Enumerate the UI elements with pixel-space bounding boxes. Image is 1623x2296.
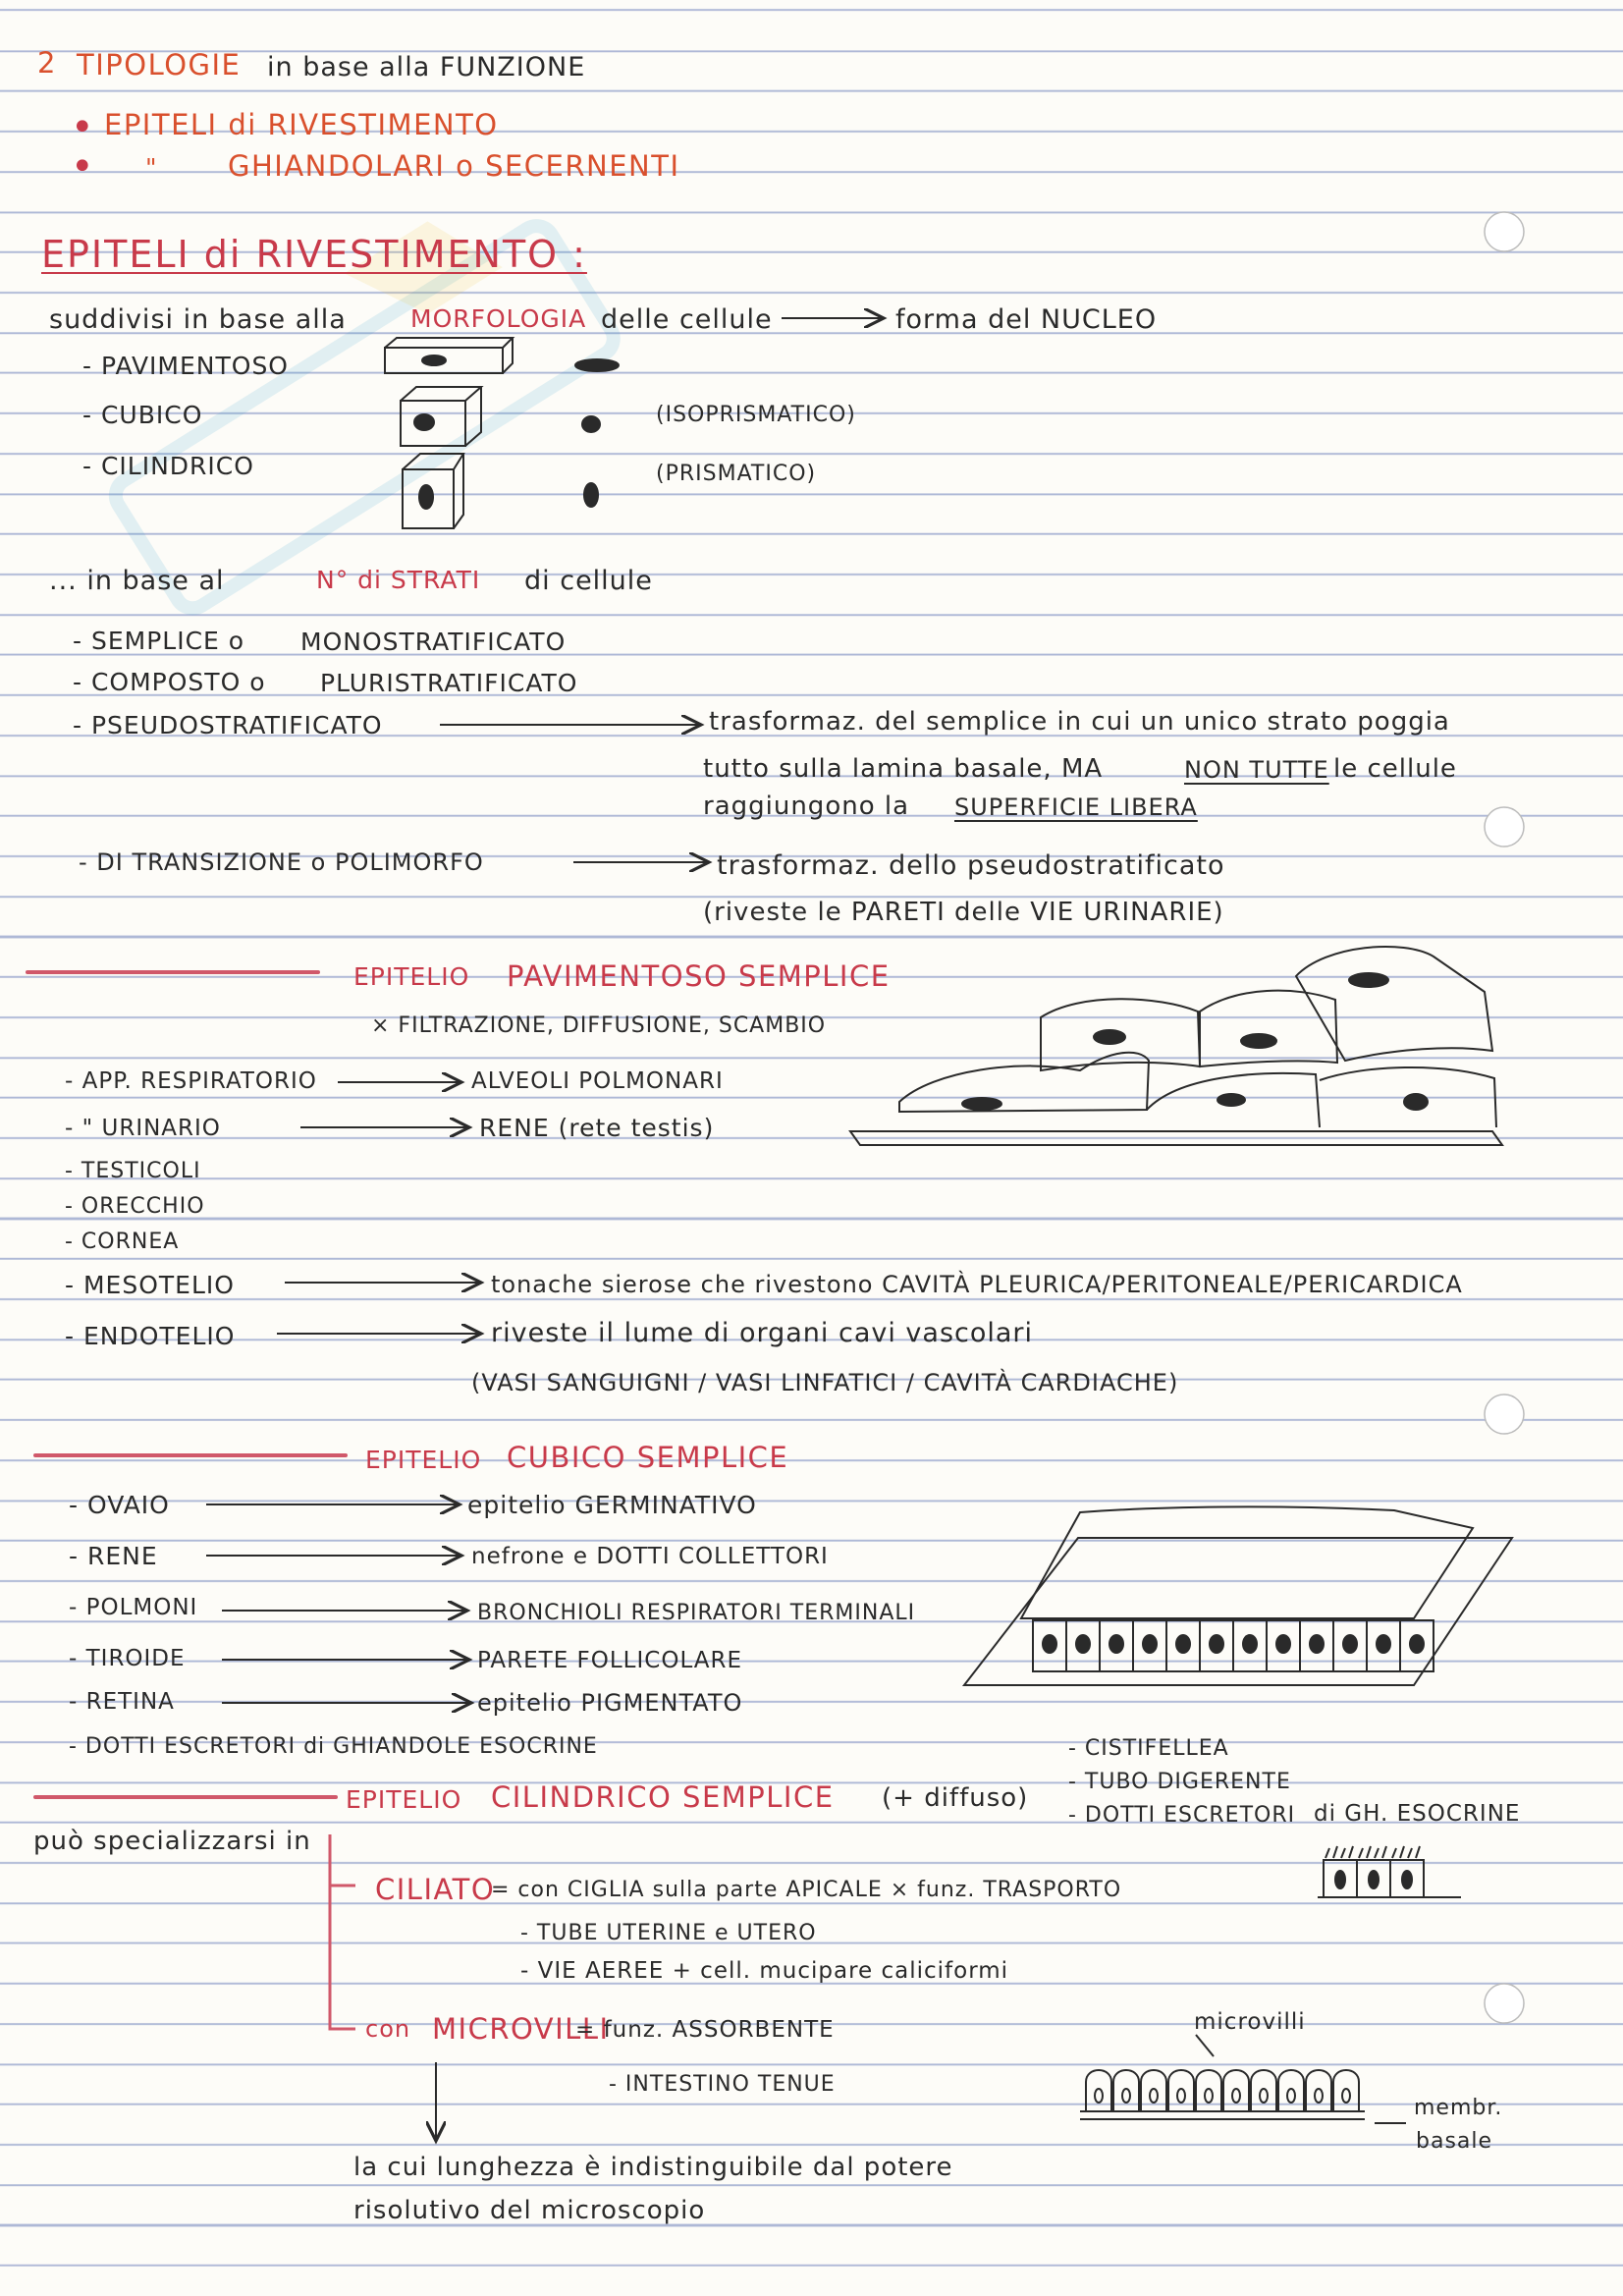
strata-composto: - COMPOSTO o: [73, 668, 266, 696]
cub-row-right: epitelio GERMINATIVO: [467, 1491, 757, 1519]
morph-line-a: suddivisi in base alla: [49, 304, 347, 335]
cub-row-right: BRONCHIOLI RESPIRATORI TERMINALI: [477, 1601, 916, 1625]
header-number: 2: [37, 46, 57, 80]
shape-cilindrico: - CILINDRICO: [82, 452, 254, 480]
microvilli-label: microvilli: [1194, 2009, 1306, 2035]
pav-title-b: PAVIMENTOSO SEMPLICE: [507, 959, 891, 993]
microvilli-nucleus: [1287, 2089, 1295, 2103]
microvilli-cell: [1306, 2070, 1331, 2111]
pav-endo-note: (VASI SANGUIGNI / VASI LINFATICI / CAVITÀ CARDIACHE): [471, 1369, 1179, 1396]
cuboidal-nucleus: [1143, 1635, 1157, 1653]
header-item-1: EPITELI di RIVESTIMENTO: [104, 108, 499, 141]
microvilli-sketch: [1080, 2035, 1406, 2123]
cuboidal-nucleus: [1343, 1635, 1357, 1653]
cuboidal-nucleus: [1243, 1635, 1257, 1653]
cil-side-item: - CISTIFELLEA: [1068, 1736, 1229, 1761]
cil-side-item: - DOTTI ESCRETORI: [1068, 1803, 1296, 1828]
header-item-2: GHIANDOLARI o SECERNENTI: [228, 149, 680, 183]
cuboidal-nucleus: [1109, 1635, 1123, 1653]
morph-result: forma del NUCLEO: [895, 304, 1158, 335]
cuboidal-nucleus: [1377, 1635, 1390, 1653]
microvilli-nucleus: [1095, 2089, 1103, 2103]
cil-spec: può specializzarsi in: [33, 1827, 311, 1856]
cuboidal-nucleus: [1276, 1635, 1290, 1653]
pav-title-a: EPITELIO: [353, 962, 470, 991]
column-cell-icon: [403, 454, 463, 528]
strata-transizione-desc-1: trasformaz. dello pseudostratificato: [717, 850, 1225, 881]
membr-label-1: membr.: [1414, 2096, 1503, 2120]
cuboidal-nucleus: [1210, 1635, 1223, 1653]
shape-cubico: - CUBICO: [82, 401, 203, 429]
cil-note-1: la cui lunghezza è indistinguibile dal potere: [353, 2153, 953, 2182]
cuboidal-nucleus: [1043, 1635, 1056, 1653]
microvilli-cell: [1333, 2070, 1359, 2111]
microvilli-nucleus: [1150, 2089, 1158, 2103]
strata-semplice-alt: MONOSTRATIFICATO: [300, 628, 567, 656]
bullet-icon: •: [71, 105, 95, 150]
cil-ciliato-desc: = con CIGLIA sulla parte APICALE × funz. TRASPORTO: [491, 1878, 1122, 1902]
pav-row-left: - MESOTELIO: [65, 1271, 235, 1299]
pav-row-right: tonache sierose che rivestono CAVITÀ PLEURICA/PERITONEALE/PERICARDICA: [491, 1271, 1463, 1298]
shape-cubico-note: (ISOPRISMATICO): [656, 403, 856, 427]
strata-a: ... in base al: [49, 566, 225, 596]
microvilli-cell: [1196, 2070, 1221, 2111]
cil-title-c: (+ diffuso): [882, 1783, 1029, 1813]
pav-row-left: - " URINARIO: [65, 1116, 221, 1141]
cub-row-left: - POLMONI: [69, 1595, 198, 1620]
strata-c: di cellule: [524, 566, 653, 596]
cil-side-item: - TUBO DIGERENTE: [1068, 1770, 1291, 1794]
microvilli-cell: [1168, 2070, 1194, 2111]
cil-micro-con: con: [365, 2015, 411, 2043]
cuboidal-epithelium-sketch: [964, 1506, 1512, 1685]
pav-row-left: - ORECCHIO: [65, 1194, 205, 1219]
strata-transizione: - DI TRANSIZIONE o POLIMORFO: [79, 848, 484, 876]
cub-title-a: EPITELIO: [365, 1446, 482, 1474]
ciliated-cells-sketch: [1318, 1846, 1461, 1897]
cuboidal-nucleus: [1310, 1635, 1324, 1653]
cil-ciliato-row: - VIE AEREE + cell. mucipare caliciformi: [520, 1958, 1009, 1984]
squamous-epithelium-sketch: [850, 947, 1502, 1145]
microvilli-cell: [1141, 2070, 1166, 2111]
cil-title-b: CILINDRICO SEMPLICE: [491, 1780, 835, 1814]
pav-row-left: - TESTICOLI: [65, 1159, 201, 1183]
cil-side-item: di GH. ESOCRINE: [1314, 1801, 1521, 1827]
cil-micro-title: MICROVILLI: [432, 2012, 610, 2046]
cub-row-left: - RETINA: [69, 1689, 175, 1715]
strata-pseudo-desc-2a: tutto sulla lamina basale, MA: [703, 754, 1104, 784]
strata-semplice: - SEMPLICE o: [73, 627, 245, 655]
microvilli-cell: [1278, 2070, 1304, 2111]
punch-hole: [1485, 807, 1524, 847]
cuboidal-nucleus: [1076, 1635, 1090, 1653]
strata-pseudo-desc-3b: SUPERFICIE LIBERA: [954, 793, 1198, 821]
pav-row-left: - CORNEA: [65, 1230, 180, 1254]
microvilli-nucleus: [1342, 2089, 1350, 2103]
pav-row-left: - ENDOTELIO: [65, 1322, 236, 1350]
bullet-icon: •: [71, 144, 95, 190]
oval-nucleus-icon: [584, 483, 598, 507]
membr-label-2: basale: [1416, 2129, 1493, 2154]
cub-row-right: PARETE FOLLICOLARE: [477, 1648, 743, 1673]
microvilli-cell: [1251, 2070, 1276, 2111]
header-title: TIPOLOGIE: [77, 48, 242, 82]
cil-note-2: risolutivo del microscopio: [353, 2196, 706, 2225]
morph-line-b: MORFOLOGIA: [410, 304, 587, 333]
cil-title-a: EPITELIO: [346, 1785, 462, 1814]
cil-micro-desc: = funz. ASSORBENTE: [575, 2017, 835, 2043]
pav-purpose: × FILTRAZIONE, DIFFUSIONE, SCAMBIO: [371, 1013, 827, 1038]
pav-row-right: riveste il lume di organi cavi vascolari: [491, 1318, 1034, 1348]
strata-composto-alt: PLURISTRATIFICATO: [320, 669, 578, 697]
microvilli-nucleus: [1177, 2089, 1185, 2103]
round-nucleus-icon: [582, 416, 600, 432]
cub-row-right: nefrone e DOTTI COLLETTORI: [471, 1544, 829, 1569]
shape-pavimentoso: - PAVIMENTOSO: [82, 352, 289, 380]
microvilli-nucleus: [1232, 2089, 1240, 2103]
flat-cell-icon: [385, 338, 513, 373]
cuboidal-nucleus: [1410, 1635, 1424, 1653]
punch-hole: [1485, 1984, 1524, 2023]
cil-micro-row: - INTESTINO TENUE: [609, 2072, 836, 2097]
strata-b: N° di STRATI: [316, 566, 481, 594]
cub-row-left: - OVAIO: [69, 1491, 170, 1519]
microvilli-nucleus: [1260, 2089, 1268, 2103]
cub-row-right: epitelio PIGMENTATO: [477, 1689, 743, 1717]
flat-nucleus-icon: [575, 359, 619, 371]
strata-pseudo-desc-2b: NON TUTTE: [1184, 756, 1329, 784]
cub-row-left: - TIROIDE: [69, 1646, 186, 1671]
microvilli-cell: [1086, 2070, 1111, 2111]
cub-dotti: - DOTTI ESCRETORI di GHIANDOLE ESOCRINE: [69, 1734, 598, 1759]
strata-pseudo: - PSEUDOSTRATIFICATO: [73, 711, 383, 739]
specialization-bracket: [330, 1834, 355, 2029]
microvilli-nucleus: [1315, 2089, 1323, 2103]
morph-line-c: delle cellule: [601, 304, 773, 335]
cub-row-left: - RENE: [69, 1542, 158, 1570]
microvilli-cell: [1113, 2070, 1139, 2111]
strata-transizione-desc-2: (riveste le PARETI delle VIE URINARIE): [703, 898, 1224, 927]
strata-pseudo-desc-1: trasformaz. del semplice in cui un unico strato poggia: [709, 707, 1450, 737]
header-subtitle: in base alla FUNZIONE: [267, 52, 586, 82]
cil-ciliato-row: - TUBE UTERINE e UTERO: [520, 1921, 817, 1945]
cuboidal-cell-row: [1033, 1620, 1434, 1671]
punch-hole: [1485, 1394, 1524, 1434]
pav-row-left: - APP. RESPIRATORIO: [65, 1068, 317, 1094]
pav-row-right: RENE (rete testis): [479, 1114, 715, 1142]
cube-cell-icon: [401, 387, 481, 446]
cuboidal-nucleus: [1176, 1635, 1190, 1653]
ditto-mark: ": [145, 153, 158, 182]
section-title-rivestimento: EPITELI di RIVESTIMENTO :: [41, 233, 587, 276]
microvilli-nucleus: [1122, 2089, 1130, 2103]
strata-pseudo-desc-3a: raggiungono la: [703, 792, 910, 821]
cil-ciliato-title: CILIATO: [375, 1873, 496, 1906]
cub-title-b: CUBICO SEMPLICE: [507, 1441, 789, 1474]
shape-cilindrico-note: (PRISMATICO): [656, 462, 817, 486]
microvilli-cell: [1223, 2070, 1249, 2111]
strata-pseudo-desc-2c: le cellule: [1333, 754, 1457, 784]
punch-hole: [1485, 212, 1524, 251]
microvilli-nucleus: [1205, 2089, 1213, 2103]
pav-row-right: ALVEOLI POLMONARI: [471, 1068, 724, 1094]
